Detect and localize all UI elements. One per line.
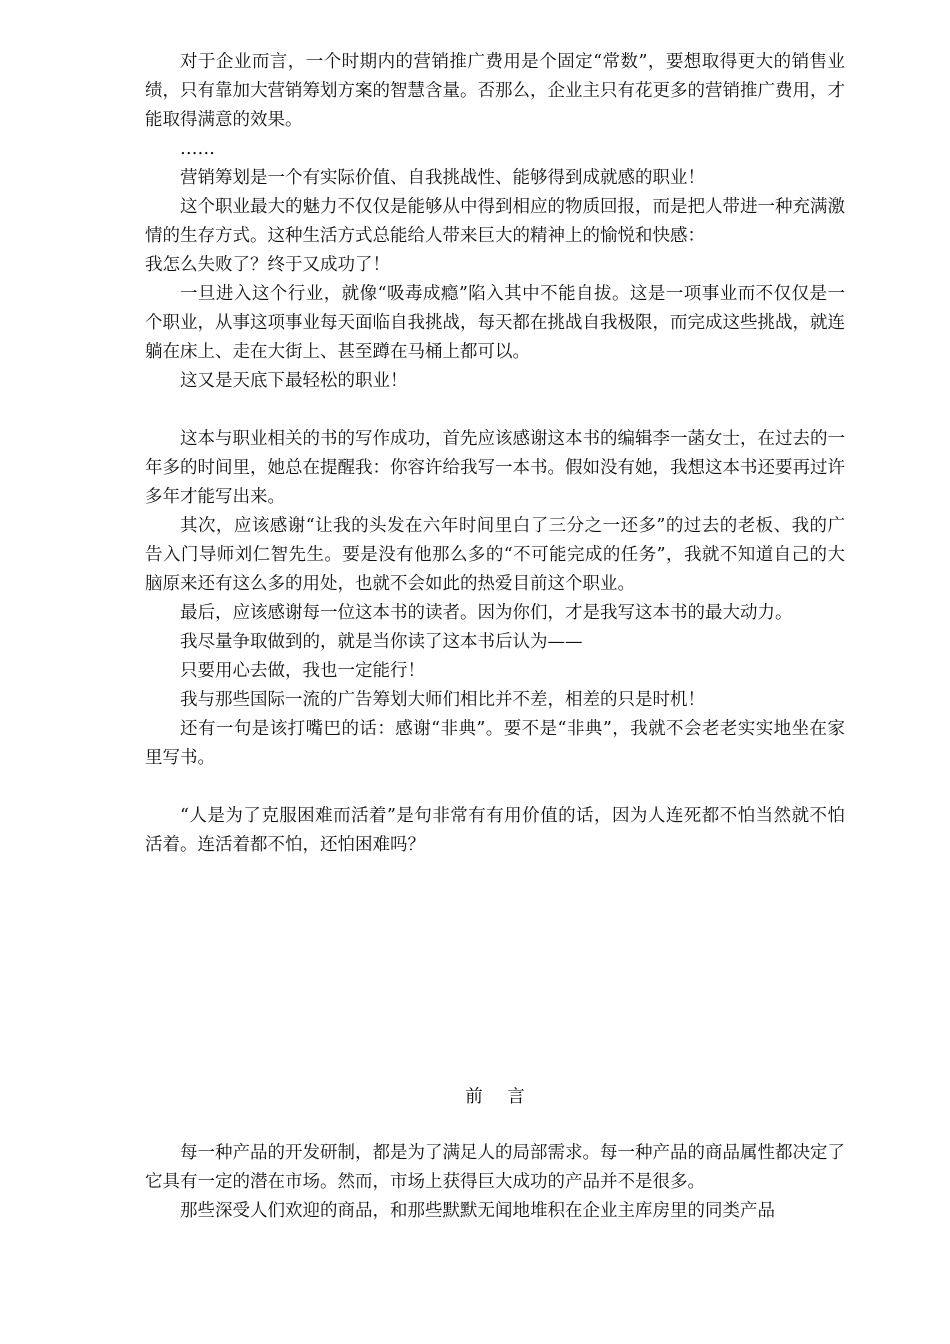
document-body (145, 48, 845, 860)
preface-body (145, 1139, 845, 1226)
paragraph-career-value: 营销筹划是一个有实际价值、自我挑战性、能够得到成就感的职业！ (180, 168, 705, 188)
paragraph-easiest-job: 这又是天底下最轻松的职业！ (180, 371, 408, 391)
paragraph-not-worse: 我与那些国际一流的广告筹划大师们相比并不差，相差的只是时机！ (180, 690, 705, 710)
paragraph-career-charm: 这个职业最大的魅力不仅仅是能够从中得到相应的物质回报，而是把人带进一种充满激情的生存方式。这种生活方式总能给人带来巨大的精神上的愉悦和快感： (145, 197, 845, 246)
paragraph-addiction: 一旦进入这个行业，就像“吸毒成瘾”陷入其中不能自拔。这是一项事业而不仅仅是一个职业，从事这项事业每天面临自我挑战，每天都在挑战自我极限，而完成这些挑战，就连躺在床上、走在大街上、甚至蹲在马桶上都可以。 (145, 284, 845, 362)
paragraph-sars: 还有一句是该打嘴巴的话：感谢“非典”。要不是“非典”，我就不会老老实实地坐在家里写书。 (145, 719, 845, 768)
preface-title: 前言 (465, 1087, 550, 1107)
paragraph-preface-1: 每一种产品的开发研制，都是为了满足人的局部需求。每一种产品的商品属性都决定了它具有一定的潜在市场。然而，市场上获得巨大成功的产品并不是很多。 (145, 1143, 845, 1192)
spacer (145, 773, 845, 802)
paragraph-goal: 我尽量争取做到的，就是当你读了这本书后认为—— (180, 632, 583, 652)
paragraph-failure-success: 我怎么失败了？终于又成功了！ (145, 255, 390, 275)
spacer (145, 396, 845, 425)
paragraph-can-do: 只要用心去做，我也一定能行！ (180, 661, 425, 681)
paragraph-thanks-editor: 这本与职业相关的书的写作成功，首先应该感谢这本书的编辑李一菡女士，在过去的一年多的时间里，她总在提醒我：你容许给我写一本书。假如没有她，我想这本书还要再过许多年才能写出来。 (145, 429, 845, 507)
preface-heading-wrap (145, 1083, 845, 1112)
paragraph-preface-2: 那些深受人们欢迎的商品，和那些默默无闻地堆积在企业主库房里的同类产品 (180, 1201, 775, 1221)
paragraph-closing-quote: “人是为了克服困难而活着”是句非常有有用价值的话，因为人连死都不怕当然就不怕活着。连活着都不怕，还怕困难吗？ (145, 806, 845, 855)
paragraph-marketing-budget: 对于企业而言，一个时期内的营销推广费用是个固定“常数”，要想取得更大的销售业绩，只有靠加大营销筹划方案的智慧含量。否那么，企业主只有花更多的营销推广费用，才能取得满意的效果。 (145, 52, 845, 130)
paragraph-thanks-mentor: 其次，应该感谢“让我的头发在六年时间里白了三分之一还多”的过去的老板、我的广告入门导师刘仁智先生。要是没有他那么多的“不可能完成的任务”，我就不知道自己的大脑原来还有这么多的用处，也就不会如此的热爱目前这个职业。 (145, 516, 845, 594)
paragraph-thanks-readers: 最后，应该感谢每一位这本书的读者。因为你们，才是我写这本书的最大动力。 (180, 603, 793, 623)
paragraph-ellipsis: …… (180, 139, 215, 159)
